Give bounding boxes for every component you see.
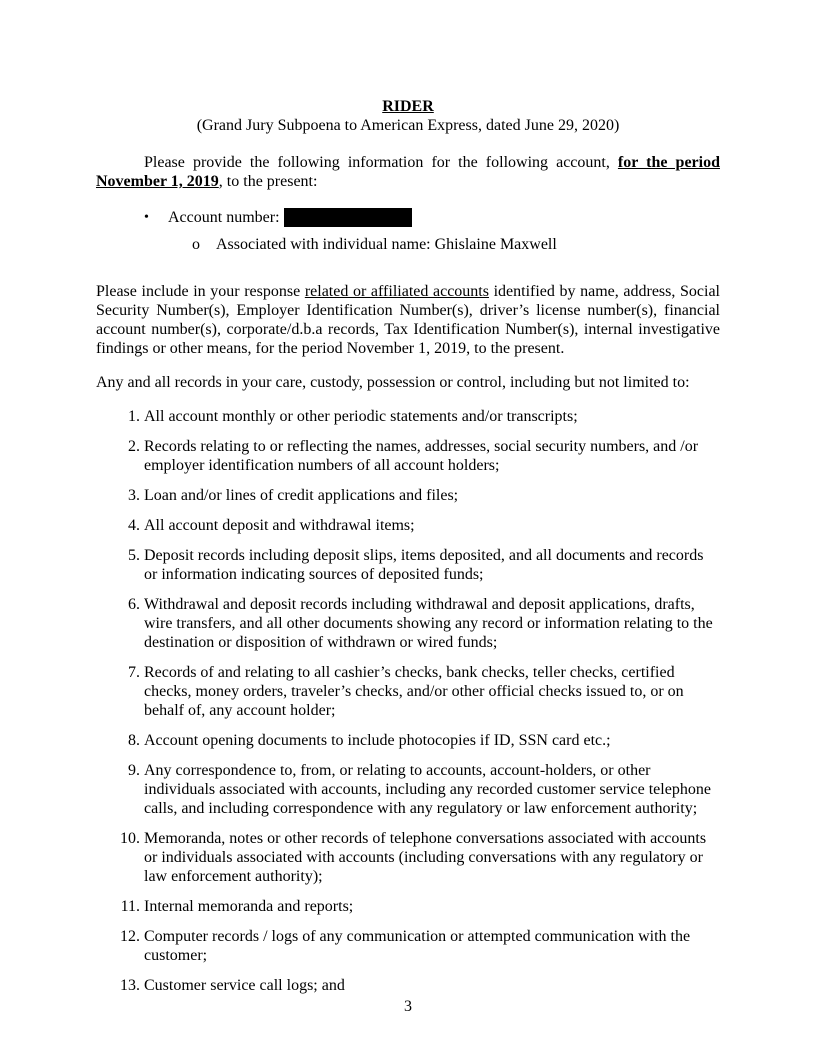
- list-item: [96, 546, 720, 584]
- document-title: RIDER: [382, 98, 434, 115]
- list-item-text: All account deposit and withdrawal items;: [144, 517, 415, 534]
- list-item-number: 8.: [128, 732, 140, 749]
- list-item: [96, 437, 720, 475]
- related-accounts-paragraph: [96, 282, 720, 358]
- list-item-text: Any correspondence to, from, or relating to accounts, account-holders, or other individuals associated with accounts, including any recorded customer service telephone calls, and including correspondence with any regulatory or law enforcement authority;: [144, 762, 711, 817]
- associated-name-sub-bullet: [192, 235, 557, 254]
- list-item-number: 11.: [120, 898, 140, 915]
- title-block: [96, 97, 720, 135]
- list-item-text: Internal memoranda and reports;: [144, 898, 354, 915]
- list-item-number: 2.: [128, 438, 140, 455]
- list-item-number: 10.: [120, 830, 140, 847]
- list-item: [96, 663, 720, 720]
- intro-period-phrase: for the period November 1, 2019: [96, 154, 720, 190]
- list-item-text: Account opening documents to include photocopies if ID, SSN card etc.;: [144, 732, 611, 749]
- records-list: [96, 407, 720, 1006]
- list-item: [96, 486, 720, 505]
- list-item: [96, 516, 720, 535]
- list-item-text: Withdrawal and deposit records including withdrawal and deposit applications, drafts, wire transfers, and all other documents showing any record or information relating to the destination or disposition of withdrawn or wired funds;: [144, 596, 713, 651]
- list-item-number: 5.: [128, 547, 140, 564]
- list-item-text: All account monthly or other periodic statements and/or transcripts;: [144, 408, 578, 425]
- page-number: 3: [404, 998, 412, 1015]
- list-item: [96, 407, 720, 426]
- account-number-bullet: [144, 207, 412, 227]
- list-item-text: Memoranda, notes or other records of telephone conversations associated with accounts or individuals associated with accounts (including conversations with any regulatory or law enforcement authority);: [144, 830, 707, 885]
- list-item-number: 4.: [128, 517, 140, 534]
- list-item: [96, 976, 720, 995]
- intro-paragraph: [96, 153, 720, 191]
- list-item-number: 9.: [128, 762, 140, 779]
- records-intro-paragraph: Any and all records in your care, custody, possession or control, including but not limited to:: [96, 374, 690, 391]
- list-item-text: Records of and relating to all cashier’s checks, bank checks, teller checks, certified checks, money orders, traveler’s checks, and/or other official checks issued to, or on behalf of, any account holder;: [144, 664, 684, 719]
- list-item: [96, 761, 720, 818]
- account-number-label: Account number:: [168, 208, 280, 226]
- list-item-number: 12.: [120, 928, 140, 945]
- list-item: [96, 595, 720, 652]
- list-item: [96, 731, 720, 750]
- list-item: [96, 897, 720, 916]
- list-item-text: Loan and/or lines of credit applications and files;: [144, 487, 459, 504]
- related-accounts-phrase: related or affiliated accounts: [304, 283, 489, 300]
- bullet-icon: •: [144, 209, 149, 225]
- document-subtitle: (Grand Jury Subpoena to American Express, dated June 29, 2020): [196, 117, 620, 134]
- intro-text-after: , to the present:: [218, 173, 318, 190]
- list-item-number: 7.: [128, 664, 140, 681]
- list-item-number: 3.: [128, 487, 140, 504]
- list-item: [96, 927, 720, 965]
- list-item: [96, 829, 720, 886]
- list-item-text: Customer service call logs; and: [144, 977, 345, 994]
- sub-bullet-icon: o: [192, 236, 200, 253]
- list-item-number: 6.: [128, 596, 140, 613]
- para2-text-before: Please include in your response: [96, 283, 305, 300]
- list-item-number: 13.: [120, 977, 140, 994]
- list-item-text: Computer records / logs of any communication or attempted communication with the customer;: [144, 928, 691, 964]
- list-item-number: 1.: [128, 408, 140, 425]
- list-item-text: Records relating to or reflecting the names, addresses, social security numbers, and /or employer identification numbers of all account holders;: [144, 438, 699, 474]
- intro-text-before: Please provide the following information for the following account,: [144, 154, 618, 171]
- associated-name-text: Associated with individual name: Ghislaine Maxwell: [216, 236, 557, 253]
- redaction-box: [284, 208, 412, 227]
- para2-text-after: identified by name, address, Social Security Number(s), Employer Identification Number(s), driver’s license number(s), financial account number(s), corporate/d.b.a records, Tax Identification Number(s), internal investigative findings or other means, for the period November 1, 2019, to the present.: [96, 283, 721, 357]
- list-item-text: Deposit records including deposit slips, items deposited, and all documents and records or information indicating sources of deposited funds;: [144, 547, 704, 583]
